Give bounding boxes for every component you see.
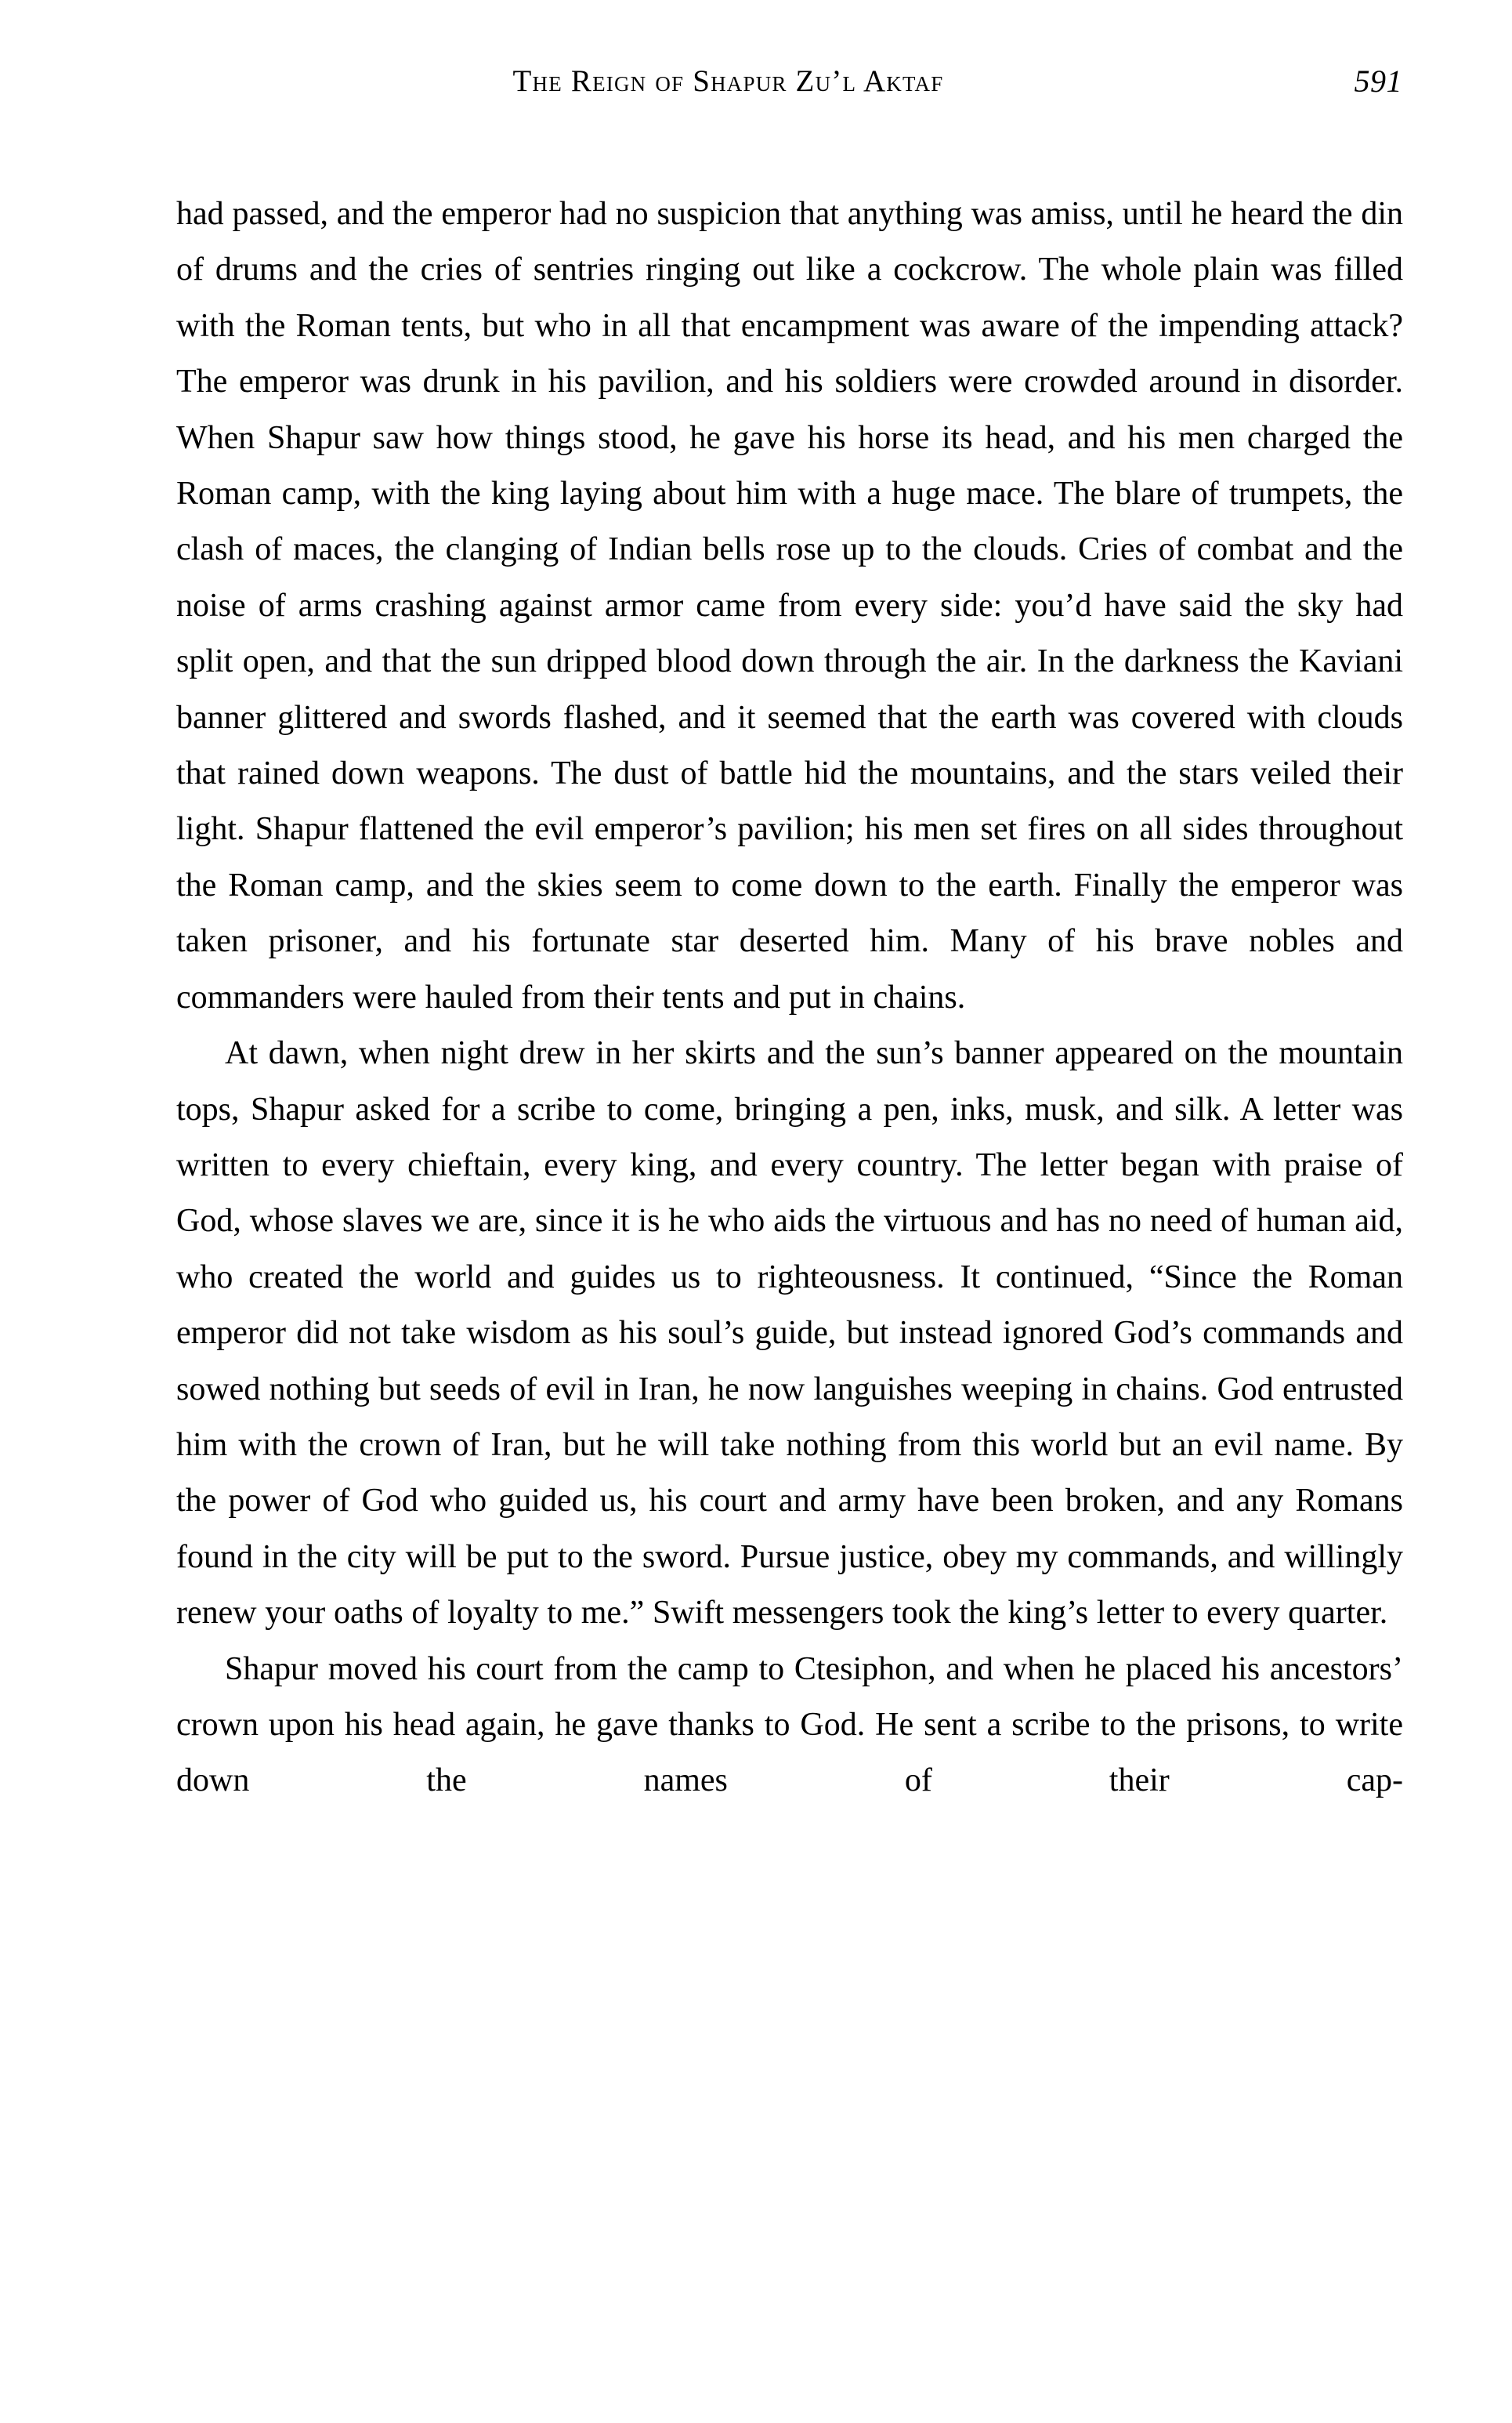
paragraph: Shapur moved his court from the camp to Ctesiphon, and when he placed his ancestors’ crown upon his head again, he gave thanks to God. He sent a scribe to the prisons, to write down the names of their cap- — [176, 1650, 1403, 1799]
running-head-title: The Reign of Shapur Zu’l Aktaf — [512, 64, 944, 98]
page-number: 591 — [1354, 63, 1402, 99]
body-text-block — [176, 187, 1403, 1809]
paragraph: had passed, and the emperor had no suspicion that anything was amiss, until he heard the din of drums and the cries of sentries ringing out like a cockcrow. The whole plain was filled with the Roman tents, but who in all that encampment was aware of the impending attack? The emperor was drunk in his pavilion, and his soldiers were crowded around in disorder. When Shapur saw how things stood, he gave his horse its head, and his men charged the Roman camp, with the king laying about him with a huge mace. The blare of trumpets, the clash of maces, the clanging of Indian bells rose up to the clouds. Cries of combat and the noise of arms crashing against armor came from every side: you’d have said the sky had split open, and that the sun dripped blood down through the air. In the darkness the Kaviani banner glittered and swords flashed, and it seemed that the earth was covered with clouds that rained down weapons. The dust of battle hid the mountains, and the stars veiled their light. Shapur flattened the evil emperor’s pavilion; his men set fires on all sides throughout the Roman camp, and the skies seem to come down to the earth. Finally the emperor was taken prisoner, and his fortunate star deserted him. Many of his brave nobles and commanders were hauled from their tents and put in chains. — [176, 196, 1403, 1016]
paragraph: At dawn, when night drew in her skirts and the sun’s banner appeared on the mountain tops, Shapur asked for a scribe to come, bringing a pen, inks, musk, and silk. A letter was written to every chieftain, every king, and every country. The letter began with praise of God, whose slaves we are, since it is he who aids the virtuous and has no need of human aid, who created the world and guides us to righteousness. It continued, “Since the Roman emperor did not take wisdom as his soul’s guide, but instead ignored God’s commands and sowed nothing but seeds of evil in Iran, he now languishes weeping in chains. God entrusted him with the crown of Iran, but he will take nothing from this world but an evil name. By the power of God who guided us, his court and army have been broken, and any Romans found in the city will be put to the sword. Pursue justice, obey my commands, and willingly renew your oaths of loyalty to me.” Swift messengers took the king’s letter to every quarter. — [176, 1035, 1403, 1632]
running-head — [176, 61, 1402, 108]
